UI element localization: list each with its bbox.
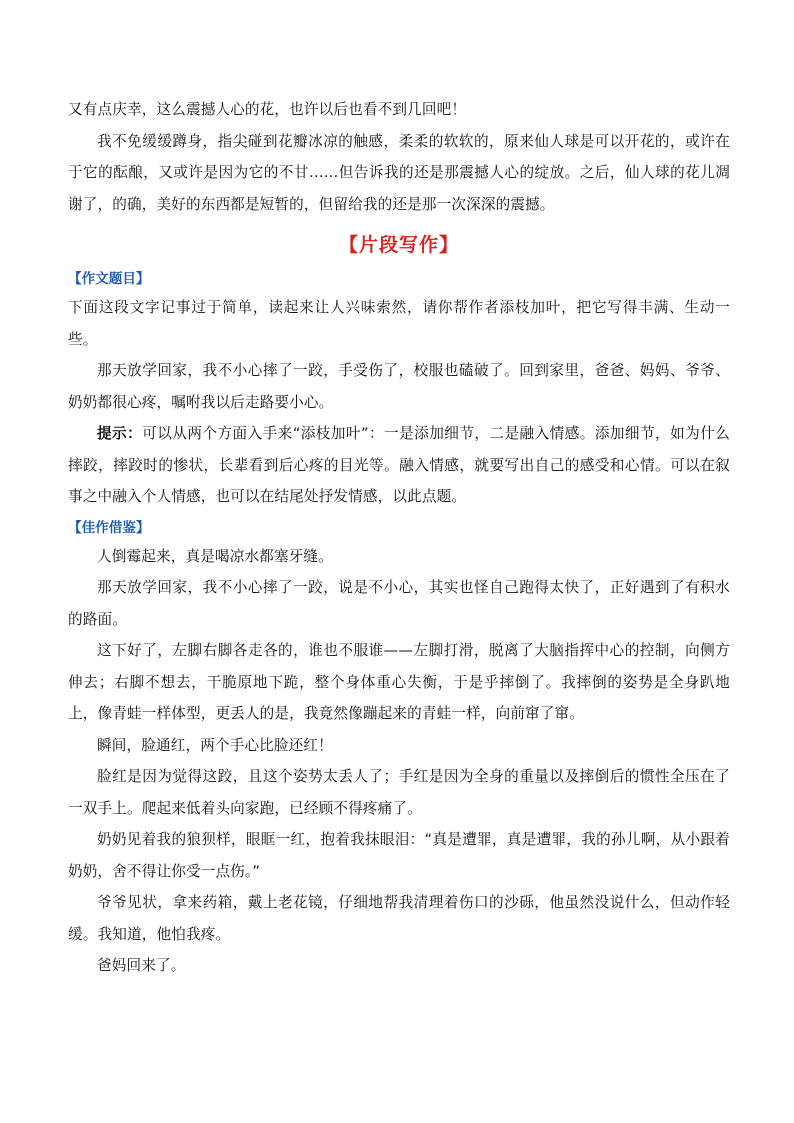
document-body	[68, 94, 730, 982]
section-title: 【片段写作】	[338, 234, 459, 256]
topic-intro: 下面这段文字记事过于简单，读起来让人兴味索然，请你帮作者添枝加叶，把它写得丰满、生动一些。	[68, 299, 730, 348]
sample-paragraph: 奶奶见着我的狼狈样，眼眶一红，抱着我抹眼泪：“真是遭罪，真是遭罪，我的孙儿啊，从小跟着奶奶，舍不得让你受一点伤。”	[68, 831, 730, 880]
sample-paragraph: 人倒霉起来，真是喝凉水都塞牙缝。	[97, 547, 333, 565]
sample-paragraph: 那天放学回家，我不小心摔了一跤，说是不小心，其实也怪自己跑得太快了，正好遇到了有积水的路面。	[68, 579, 730, 628]
sample-paragraph: 爷爷见状，拿来药箱，戴上老花镜，仔细地帮我清理着伤口的沙砾，他虽然没说什么，但动作轻缓。我知道，他怕我疼。	[68, 894, 730, 943]
hint-text: 可以从两个方面入手来“添枝加叶”：一是添加细节，二是融入情感。添加细节，如为什么摔跤，摔跤时的惨状，长辈看到后心疼的目光等。融入情感，就要写出自己的感受和心情。可以在叙事之中融入个人情感，也可以在结尾处抒发情感，以此点题。	[68, 425, 731, 505]
topic-label: 【作文题目】	[68, 271, 150, 287]
hint-label: 提示：	[97, 425, 143, 442]
sample-paragraph: 爸妈回来了。	[97, 957, 186, 974]
sample-paragraph: 瞬间，脸通红，两个手心比脸还红！	[97, 736, 333, 754]
topic-passage: 那天放学回家，我不小心摔了一跤，手受伤了，校服也磕破了。回到家里，爸爸、妈妈、爷爷、奶奶都很心疼，嘱咐我以后走路要小心。	[68, 362, 730, 411]
sample-paragraph: 这下好了，左脚右脚各走各的，谁也不服谁——左脚打滑，脱离了大脑指挥中心的控制，向侧方伸去；右脚不想去，干脆原地下跪，整个身体重心失衡，于是乎摔倒了。我摔倒的姿势是全身趴地上，像青蛙一样体型，更丢人的是，我竟然像蹦起来的青蛙一样，向前窜了窜。	[68, 642, 730, 722]
topic-hint	[68, 418, 730, 513]
sample-paragraph: 脸红是因为觉得这跤，且这个姿势太丢人了；手红是因为全身的重量以及摔倒后的惯性全压在了一双手上。爬起来低着头向家跑，已经顾不得疼痛了。	[68, 768, 730, 817]
paragraph: 又有点庆幸，这么震撼人心的花，也许以后也看不到几回吧！	[68, 101, 467, 118]
paragraph: 我不免缓缓蹲身，指尖碰到花瓣冰凉的触感，柔柔的软软的，原来仙人球是可以开花的，或许在于它的酝酿，又或许是因为它的不甘……但告诉我的还是那震撼人心的绽放。之后，仙人球的花儿凋谢了，的确，美好的东西都是短暂的，但留给我的还是那一次深深的震撼。	[68, 132, 730, 213]
sample-label: 【佳作借鉴】	[68, 519, 150, 536]
